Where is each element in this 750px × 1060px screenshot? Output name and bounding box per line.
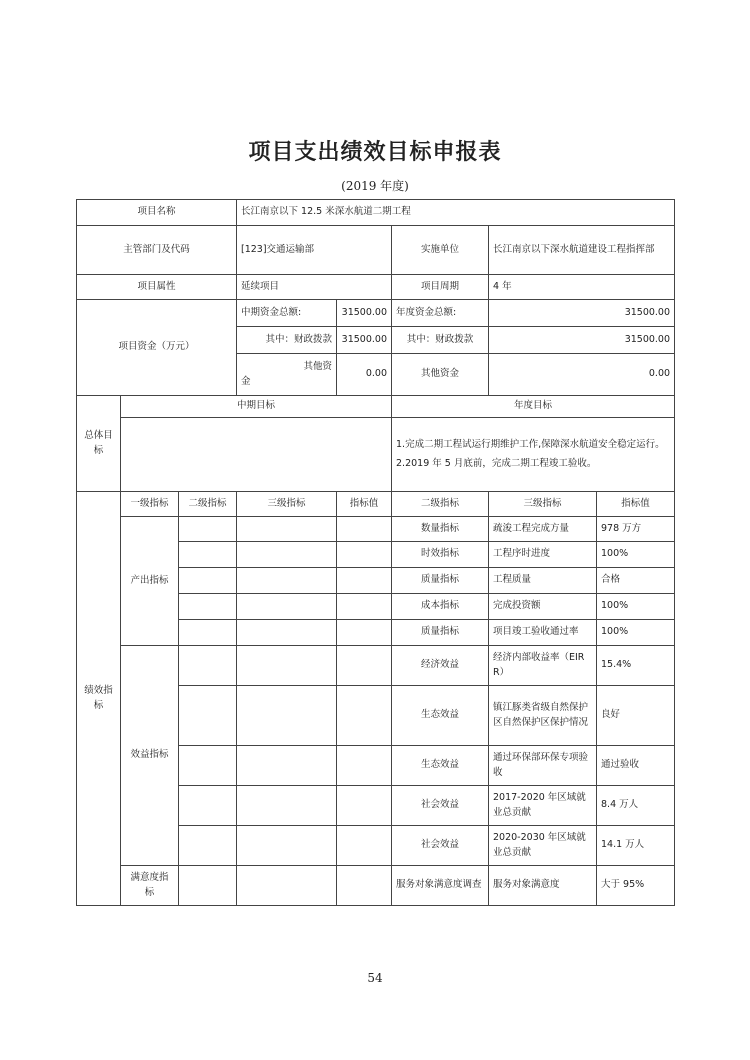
table-row: [77, 517, 675, 542]
implementing-unit-value: 长江南京以下深水航道建设工程指挥部: [489, 226, 675, 275]
annual-goal-line-2: 2.2019 年 5 月底前，完成二期工程竣工验收。: [396, 457, 597, 469]
header-annual-value: 指标值: [597, 492, 675, 517]
benefit-level3: 镇江豚类省级自然保护区自然保护区保护情况: [489, 686, 597, 746]
indicators-label: [77, 492, 121, 906]
benefit-value: 15.4%: [597, 646, 675, 686]
empty-cell: [337, 746, 392, 786]
output-level3: 疏浚工程完成方量: [489, 517, 597, 542]
empty-cell: [337, 568, 392, 594]
benefit-level2: 生态效益: [392, 686, 489, 746]
empty-cell: [179, 594, 237, 620]
mid-total-label: 中期资金总额:: [237, 300, 337, 327]
output-level3: 工程质量: [489, 568, 597, 594]
empty-cell: [179, 746, 237, 786]
output-value: 合格: [597, 568, 675, 594]
benefit-level2: 生态效益: [392, 746, 489, 786]
empty-cell: [179, 517, 237, 542]
project-name-label: 项目名称: [77, 200, 237, 226]
benefit-level2: 经济效益: [392, 646, 489, 686]
overall-goal-label: [77, 396, 121, 492]
mid-other-label-line2: 金: [241, 375, 251, 387]
benefit-level2: 社会效益: [392, 786, 489, 826]
empty-cell: [237, 517, 337, 542]
indicator-header-row: [77, 492, 675, 517]
empty-cell: [179, 686, 237, 746]
satisfaction-level3: 服务对象满意度: [489, 866, 597, 906]
satisfaction-indicator-label: [121, 866, 179, 906]
empty-cell: [179, 826, 237, 866]
annual-goal-line-1: 1.完成二期工程试运行期维护工作,保障深水航道安全稳定运行。: [396, 439, 665, 451]
output-indicator-label: 产出指标: [121, 517, 179, 646]
department-label: 主管部门及代码: [77, 226, 237, 275]
empty-cell: [337, 517, 392, 542]
performance-table: [76, 199, 675, 906]
overall-goal-label-line2: 标: [93, 444, 104, 456]
mid-other-label: [237, 354, 337, 396]
empty-cell: [179, 786, 237, 826]
output-level3: 工程序时进度: [489, 542, 597, 568]
page-number: 54: [367, 971, 383, 985]
mid-goal-content: [121, 418, 392, 492]
benefit-value: 8.4 万人: [597, 786, 675, 826]
output-level3: 完成投资额: [489, 594, 597, 620]
benefit-level3: 2017-2020 年区域就业总贡献: [489, 786, 597, 826]
empty-cell: [179, 568, 237, 594]
satisfaction-label-line1: 满意度指: [130, 871, 169, 883]
mid-total-value: 31500.00: [337, 300, 392, 327]
empty-cell: [237, 542, 337, 568]
empty-cell: [237, 646, 337, 686]
table-row: [77, 866, 675, 906]
empty-cell: [337, 646, 392, 686]
attribute-row: [77, 275, 675, 300]
output-level2: 成本指标: [392, 594, 489, 620]
benefit-level3: 通过环保部环保专项验收: [489, 746, 597, 786]
header-value: 指标值: [337, 492, 392, 517]
empty-cell: [337, 866, 392, 906]
output-level3: 项目竣工验收通过率: [489, 620, 597, 646]
benefit-level3: 2020-2030 年区域就业总贡献: [489, 826, 597, 866]
overall-goal-label-line1: 总体目: [84, 429, 113, 441]
mid-goal-header: 中期目标: [121, 396, 392, 418]
satisfaction-value: 大于 95%: [597, 866, 675, 906]
header-annual-level3: 三级指标: [489, 492, 597, 517]
empty-cell: [237, 568, 337, 594]
satisfaction-label-line2: 标: [144, 886, 155, 898]
indicators-label-line2: 标: [93, 699, 104, 711]
header-level2: 二级指标: [179, 492, 237, 517]
output-value: 100%: [597, 594, 675, 620]
funds-total-row: [77, 300, 675, 327]
mid-fiscal-value: 31500.00: [337, 327, 392, 354]
empty-cell: [337, 686, 392, 746]
implementing-unit-label: 实施单位: [392, 226, 489, 275]
annual-total-value: 31500.00: [489, 300, 675, 327]
output-value: 978 万方: [597, 517, 675, 542]
annual-total-label: 年度资金总额:: [392, 300, 489, 327]
empty-cell: [179, 866, 237, 906]
annual-fiscal-value: 31500.00: [489, 327, 675, 354]
header-level3: 三级指标: [237, 492, 337, 517]
project-name-value: 长江南京以下 12.5 米深水航道二期工程: [237, 200, 675, 226]
project-period-label: 项目周期: [392, 275, 489, 300]
empty-cell: [237, 866, 337, 906]
benefit-level3: 经济内部收益率（EIRR）: [489, 646, 597, 686]
satisfaction-level2: 服务对象满意度调查: [392, 866, 489, 906]
annual-fiscal-label: 其中：财政拨款: [392, 327, 489, 354]
document-title: 项目支出绩效目标申报表: [248, 140, 502, 165]
project-name-row: [77, 200, 675, 226]
overall-goal-content-row: [77, 418, 675, 492]
benefit-indicator-label: 效益指标: [121, 646, 179, 866]
project-attribute-label: 项目属性: [77, 275, 237, 300]
output-level2: 质量指标: [392, 620, 489, 646]
annual-other-label: 其他资金: [392, 354, 489, 396]
annual-other-value: 0.00: [489, 354, 675, 396]
benefit-value: 通过验收: [597, 746, 675, 786]
empty-cell: [237, 620, 337, 646]
empty-cell: [337, 542, 392, 568]
mid-other-value: 0.00: [337, 354, 392, 396]
department-value: [123]交通运输部: [237, 226, 392, 275]
output-value: 100%: [597, 542, 675, 568]
empty-cell: [337, 620, 392, 646]
empty-cell: [237, 746, 337, 786]
table-row: [77, 646, 675, 686]
document-year: (2019 年度): [341, 179, 409, 193]
output-level2: 时效指标: [392, 542, 489, 568]
empty-cell: [179, 542, 237, 568]
project-period-value: 4 年: [489, 275, 675, 300]
overall-goal-header-row: [77, 396, 675, 418]
benefit-value: 14.1 万人: [597, 826, 675, 866]
benefit-level2: 社会效益: [392, 826, 489, 866]
funds-label: 项目资金（万元）: [77, 300, 237, 396]
empty-cell: [237, 826, 337, 866]
empty-cell: [237, 594, 337, 620]
benefit-value: 良好: [597, 686, 675, 746]
header-annual-level2: 二级指标: [392, 492, 489, 517]
mid-fiscal-label: 其中：财政拨款: [237, 327, 337, 354]
empty-cell: [179, 620, 237, 646]
empty-cell: [237, 686, 337, 746]
output-value: 100%: [597, 620, 675, 646]
mid-other-label-line1: 其他资: [303, 360, 332, 372]
empty-cell: [337, 826, 392, 866]
empty-cell: [179, 646, 237, 686]
department-row: [77, 226, 675, 275]
annual-goal-header: 年度目标: [392, 396, 675, 418]
empty-cell: [337, 786, 392, 826]
project-attribute-value: 延续项目: [237, 275, 392, 300]
indicators-label-line1: 绩效指: [84, 684, 113, 696]
empty-cell: [237, 786, 337, 826]
annual-goal-content: [392, 418, 675, 492]
output-level2: 数量指标: [392, 517, 489, 542]
header-level1: 一级指标: [121, 492, 179, 517]
empty-cell: [337, 594, 392, 620]
output-level2: 质量指标: [392, 568, 489, 594]
